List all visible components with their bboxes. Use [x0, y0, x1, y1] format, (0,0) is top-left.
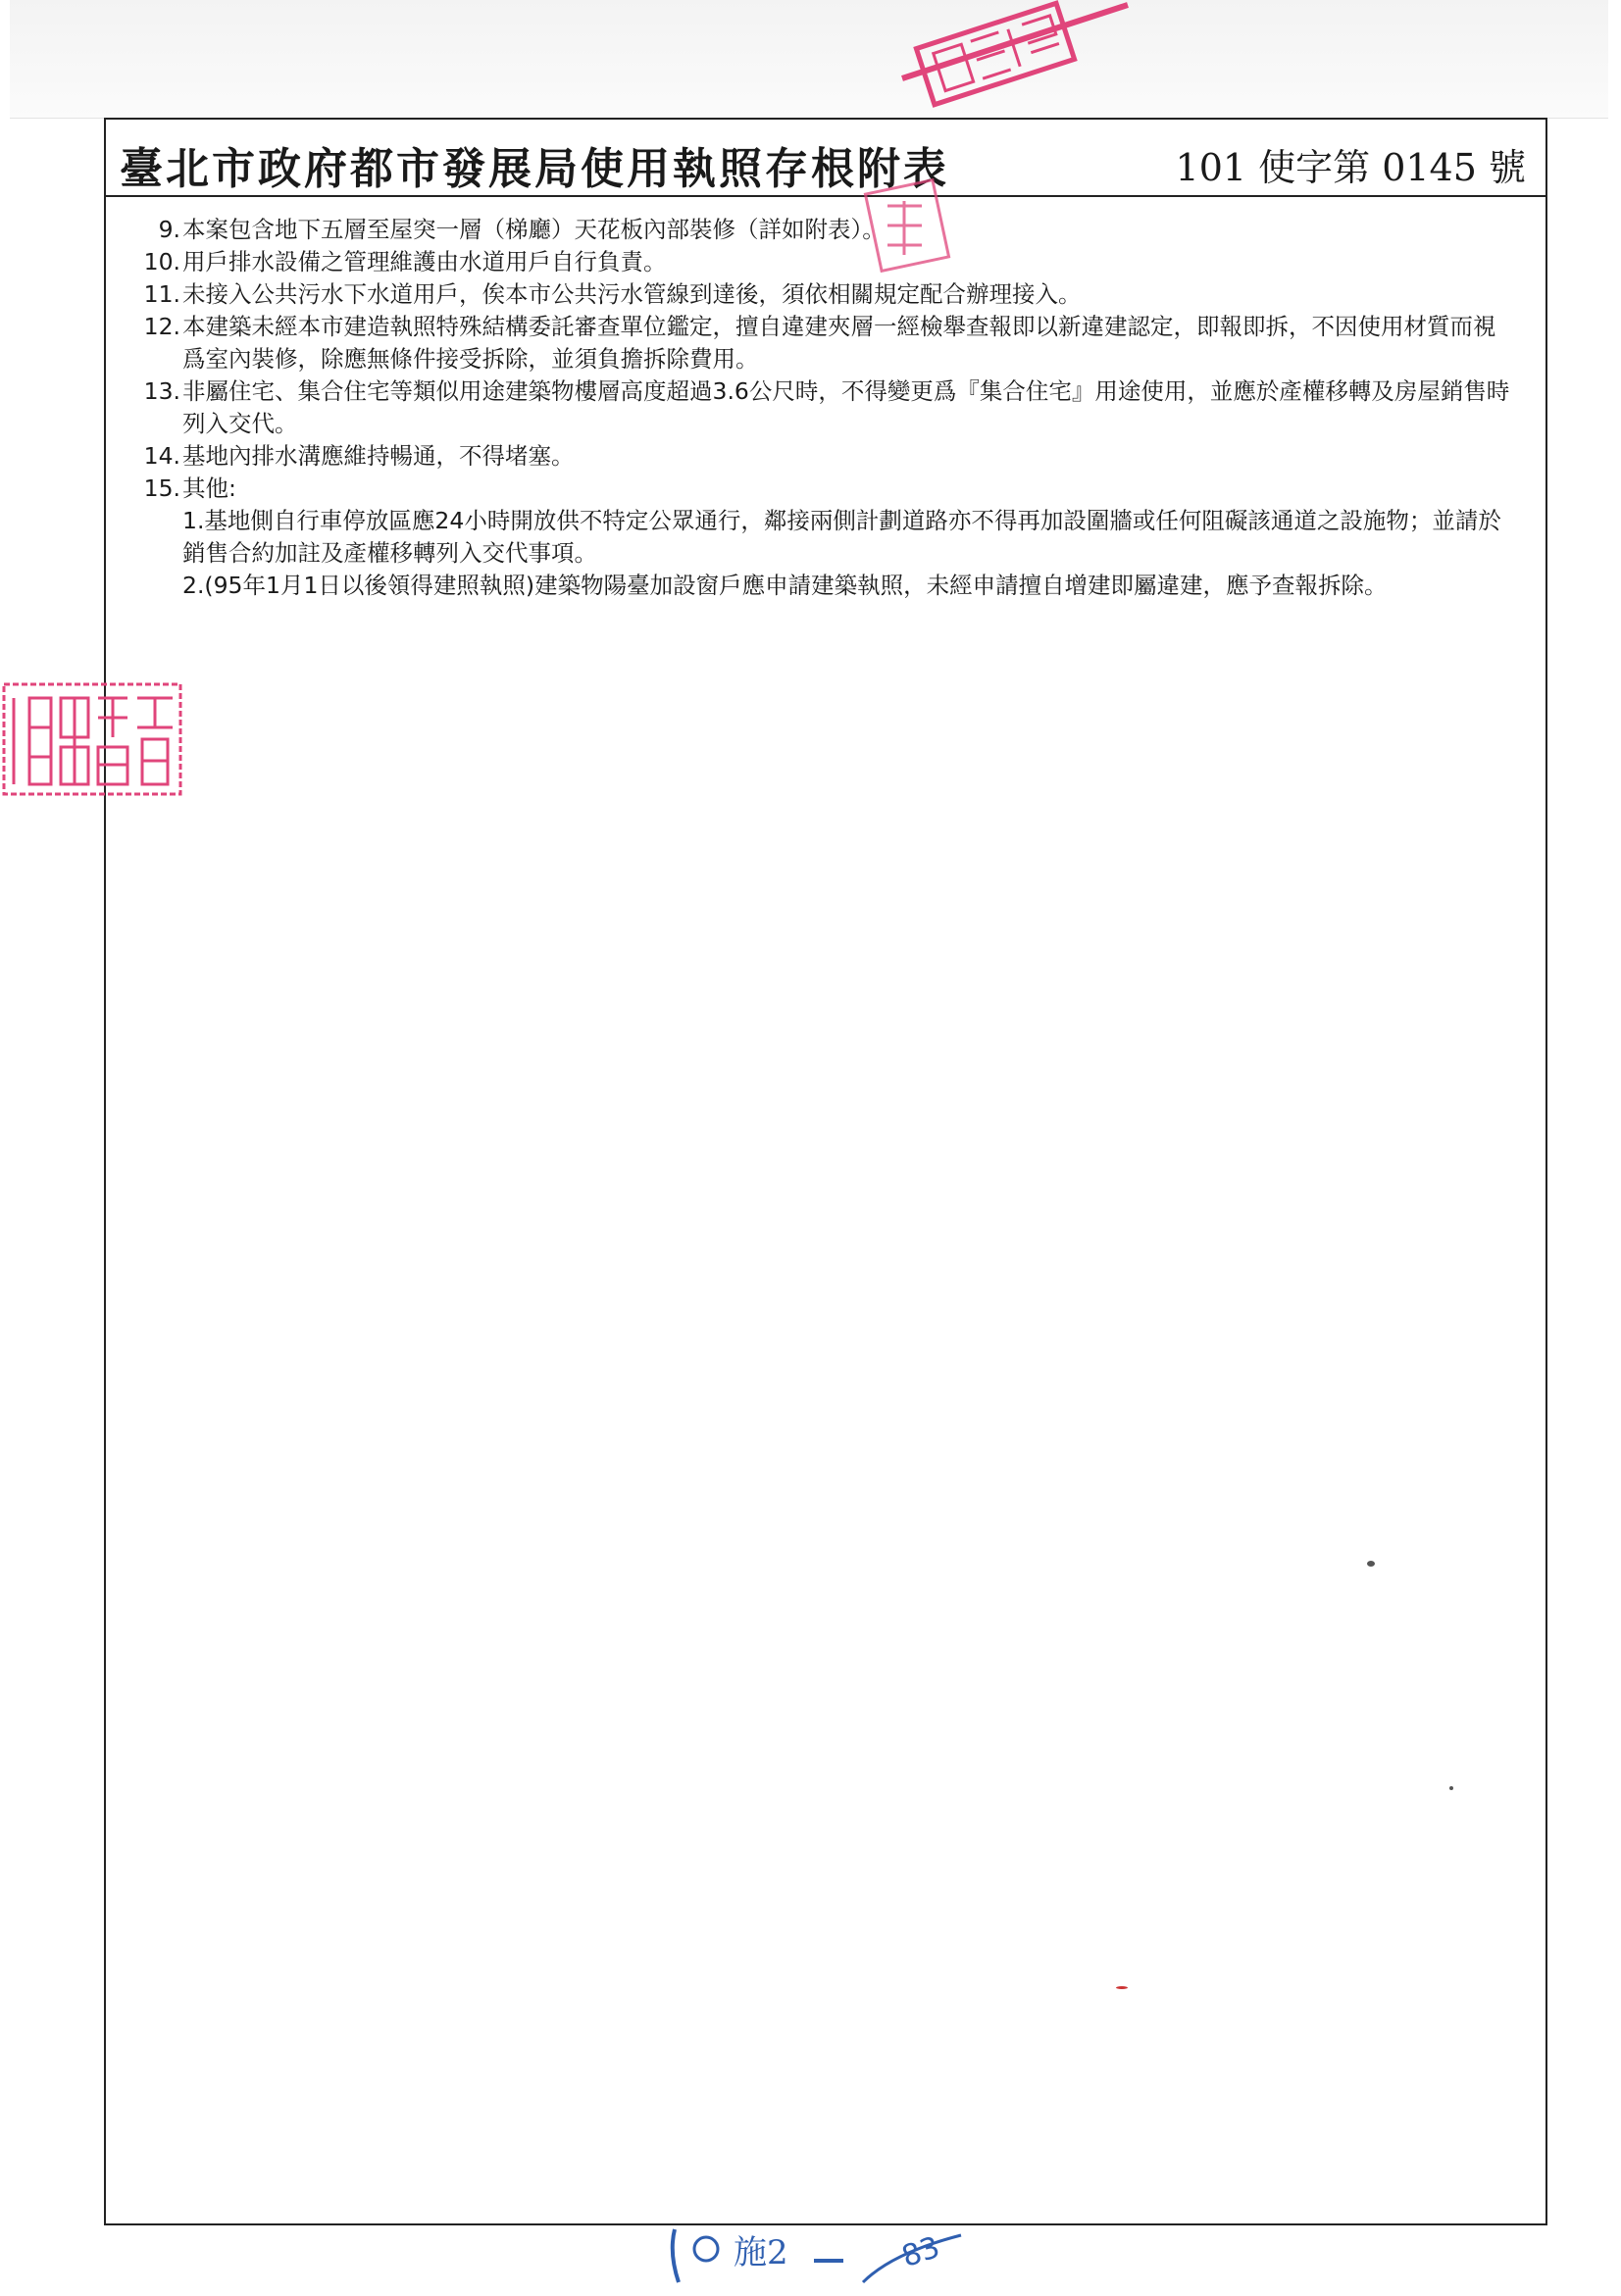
item-number: 14. [143, 442, 180, 470]
item-number: 10. [143, 248, 180, 275]
list-item [106, 246, 1545, 278]
item-text: 非屬住宅、集合住宅等類似用途建築物樓層高度超過3.6公尺時，不得變更爲『集合住宅』用途使用，並應於產權移轉及房屋銷售時列入交代。 [182, 377, 1510, 437]
item-number: 15. [143, 474, 180, 502]
document-frame [104, 118, 1547, 2225]
item-number: 12. [143, 313, 180, 340]
seal-stamp-left [0, 678, 184, 801]
list-item [106, 278, 1545, 311]
scan-speck [1116, 1986, 1128, 1989]
list-item [106, 311, 1545, 375]
sub-item: 2.(95年1月1日以後領得建照執照)建築物陽臺加設窗戶應申請建築執照，未經申請擅自增建即屬違建，應予查報拆除。 [182, 572, 1388, 599]
seal-stamp-mid [863, 176, 961, 275]
page-title: 臺北市政府都市發展局使用執照存根附表 [120, 144, 949, 194]
list-item [106, 214, 1545, 246]
item-text: 本建築未經本市建造執照特殊結構委託審查單位鑑定，擅自違建夾層一經檢舉查報即以新違建認定，即報即拆，不因使用材質而視爲室內裝修，除應無條件接受拆除，並須負擔拆除費用。 [182, 313, 1496, 373]
item-text: 本案包含地下五層至屋突一層（梯廳）天花板內部裝修（詳如附表）。 [182, 216, 886, 243]
item-text: 其他: [182, 474, 236, 502]
list-item [106, 473, 1545, 505]
item-number: 13. [143, 377, 180, 405]
footer-stamp-label: 施2 [734, 2233, 788, 2272]
scan-top-band [10, 0, 1608, 119]
item-text: 基地內排水溝應維持暢通，不得堵塞。 [182, 442, 575, 470]
item-number: 11. [143, 280, 180, 308]
list-item [106, 440, 1545, 473]
footer-page-number: 83 [897, 2229, 944, 2275]
scan-speck [1367, 1561, 1375, 1567]
header-divider [106, 195, 1545, 197]
seal-stamp-top [883, 0, 1138, 108]
sub-item: 1.基地側自行車停放區應24小時開放供不特定公眾通行，鄰接兩側計劃道路亦不得再加設圍牆或任何阻礙該通道之設施物；並請於銷售合約加註及產權移轉列入交代事項。 [182, 507, 1501, 567]
list-item [106, 375, 1545, 440]
document-number: 101 使字第 0145 號 [1175, 146, 1526, 189]
item-number: 9. [158, 216, 180, 243]
item-text: 未接入公共污水下水道用戶，俟本市公共污水管線到達後，須依相關規定配合辦理接入。 [182, 280, 1082, 308]
footer-stamp [667, 2223, 990, 2292]
item-text: 用戶排水設備之管理維護由水道用戶自行負責。 [182, 248, 667, 275]
scan-speck [1449, 1786, 1453, 1790]
conditions-list [106, 214, 1545, 602]
